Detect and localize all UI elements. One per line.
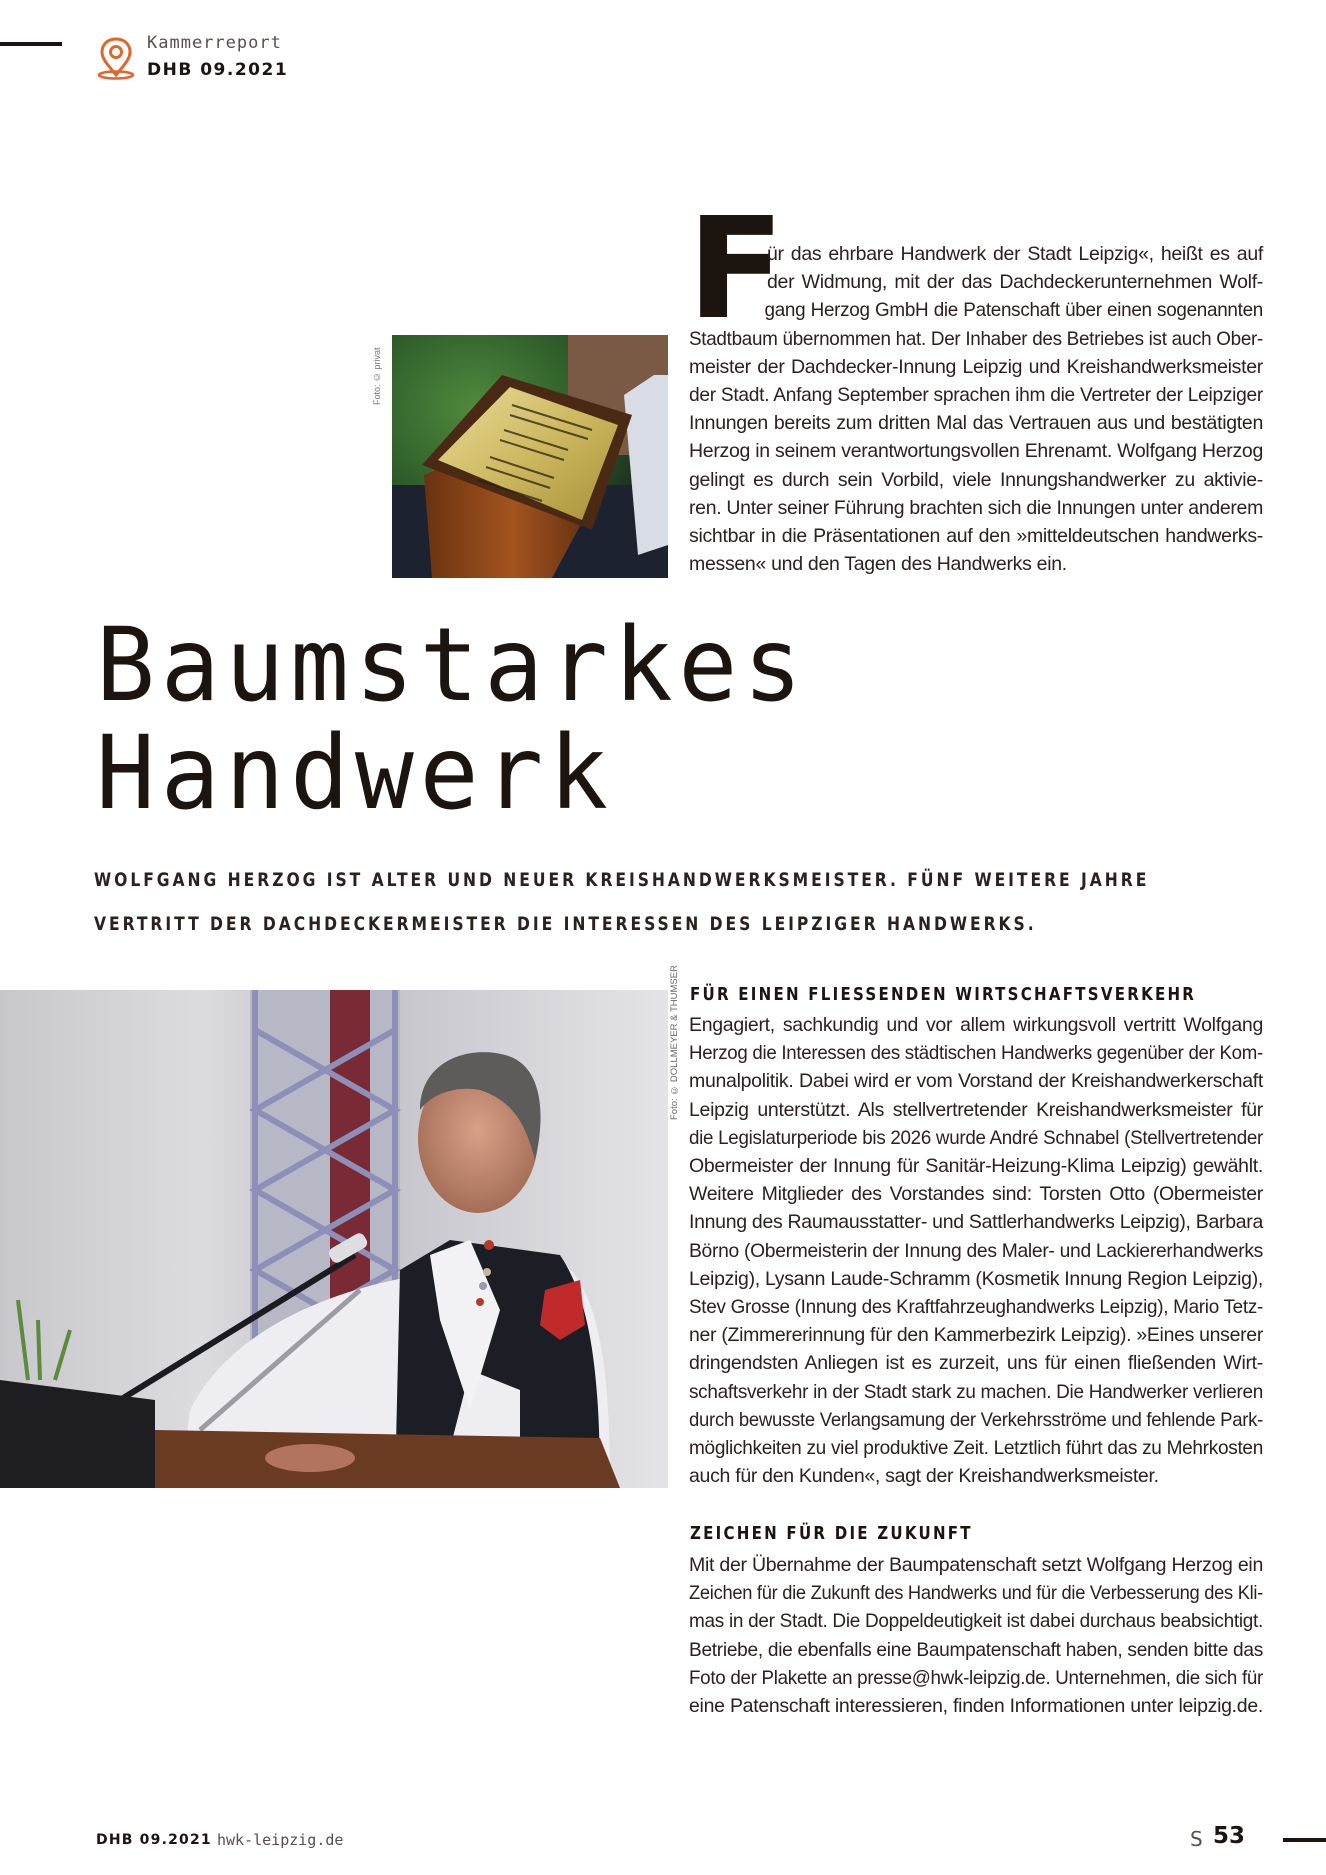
intro-line: ür das ehrbare Handwerk der Stadt Leipzig«, heißt es auf	[767, 243, 1263, 265]
paragraph-line: eine Patenschaft interessieren, finden Informationen unter leipzig.de.	[689, 1695, 1263, 1718]
article-headline	[96, 606, 808, 833]
paragraph-line: ner (Zimmererinnung für den Kammerbezirk Leipzig). »Eines unserer	[689, 1324, 1263, 1347]
intro-line: der Widmung, mit der das Dachdeckerunternehmen Wolf-	[767, 271, 1263, 294]
headline-line-1: Baumstarkes	[96, 606, 808, 725]
paragraph-line: Leipzig), Lysann Laude-Schramm (Kosmetik Innung Region Leipzig),	[689, 1267, 1263, 1290]
deck-line-2: VERTRITT DER DACHDECKERMEISTER DIE INTERESSEN DES LEIPZIGER HANDWERKS.	[94, 913, 1037, 935]
deck-line-1: WOLFGANG HERZOG IST ALTER UND NEUER KREISHANDWERKSMEISTER. FÜNF WEITERE JAHRE	[94, 869, 1150, 891]
paragraph-line: Foto der Plakette an presse@hwk-leipzig.de. Unternehmen, die sich für	[689, 1666, 1263, 1689]
paragraph-line: Stev Grosse (Innung des Kraftfahrzeughandwerks Leipzig), Mario Tetz-	[689, 1296, 1263, 1319]
paragraph-line: munalpolitik. Dabei wird er vom Vorstand der Kreishandwerkerschaft	[689, 1070, 1263, 1093]
article-deck	[94, 858, 1150, 946]
intro-line: der Stadt. Anfang September sprachen ihm die Vertreter der Leipziger	[689, 384, 1263, 407]
plaque-photo	[392, 335, 668, 578]
intro-line: gelingt es durch sein Vorbild, viele Innungshandwerker zu aktivie-	[689, 468, 1263, 491]
header-rule	[0, 42, 62, 46]
section-paragraph	[689, 1551, 1263, 1720]
footer-website-link[interactable]: hwk-leipzig.de	[217, 1831, 344, 1849]
section-paragraph	[689, 1011, 1263, 1490]
paragraph-line: Obermeister der Innung für Sanitär-Heizung-Klima Leipzig) gewählt.	[689, 1155, 1263, 1178]
paragraph-line: Weitere Mitglieder des Vorstandes sind: Torsten Otto (Obermeister	[689, 1183, 1263, 1206]
paragraph-line: Leipzig unterstützt. Als stellvertretender Kreishandwerksmeister für	[689, 1098, 1263, 1121]
intro-paragraph	[689, 240, 1263, 578]
paragraph-line: Börno (Obermeisterin der Innung des Maler- und Lackiererhandwerks	[689, 1239, 1263, 1262]
paragraph-line: durch bewusste Verlangsamung der Verkehrsströme und fehlende Park-	[689, 1408, 1263, 1431]
section-heading: FÜR EINEN FLIESSENDEN WIRTSCHAFTSVERKEHR	[690, 985, 1197, 1005]
footer-issue: DHB 09.2021	[96, 1832, 212, 1848]
paragraph-line: Zeichen für die Zukunft des Handwerks und für die Verbesserung des Kli-	[689, 1582, 1263, 1605]
paragraph-line: Mit der Übernahme der Baumpatenschaft setzt Wolfgang Herzog ein	[689, 1554, 1263, 1576]
photo-credit: Foto: © privat	[372, 347, 382, 405]
intro-line: gang Herzog GmbH die Patenschaft über einen sogenannten	[764, 299, 1263, 322]
intro-line: Innungen bereits zum dritten Mal das Vertrauen aus und bestätigten	[689, 412, 1263, 435]
intro-line: Herzog in seinem verantwortungsvollen Ehrenamt. Wolfgang Herzog	[689, 440, 1263, 463]
issue-label: DHB 09.2021	[147, 60, 289, 80]
paragraph-line: Herzog die Interessen des städtischen Handwerks gegenüber der Kom-	[689, 1042, 1263, 1065]
intro-line: meister der Dachdecker-Innung Leipzig und Kreishandwerksmeister	[689, 355, 1263, 378]
paragraph-line: mas in der Stadt. Die Doppeldeutigkeit ist dabei durchaus beabsichtigt.	[689, 1610, 1263, 1633]
paragraph-line: Engagiert, sachkundig und vor allem wirkungsvoll vertritt Wolfgang	[689, 1014, 1263, 1036]
paragraph-line: Innung des Raumausstatter- und Sattlerhandwerks Leipzig), Barbara	[689, 1211, 1263, 1234]
section-kicker: Kammerreport	[147, 33, 282, 53]
paragraph-line: möglichkeiten zu viel produktive Zeit. Letztlich führt das zu Mehrkosten	[689, 1437, 1263, 1460]
paragraph-line: Betriebe, die ebenfalls eine Baumpatenschaft haben, senden bitte das	[689, 1638, 1263, 1661]
speaker-image	[0, 990, 668, 1488]
section-heading: ZEICHEN FÜR DIE ZUKUNFT	[690, 1524, 973, 1544]
paragraph-line: schaftsverkehr in der Stadt stark zu machen. Die Handwerker verlieren	[689, 1380, 1263, 1403]
speaker-photo	[0, 990, 668, 1488]
intro-line: ren. Unter seiner Führung brachten sich die Innungen unter anderem	[689, 496, 1263, 519]
footer-rule	[1283, 1838, 1326, 1842]
intro-line: messen« und den Tagen des Handwerks ein.	[689, 553, 1067, 576]
intro-line: sichtbar in die Präsentationen auf den »mitteldeutschen handwerks-	[689, 525, 1263, 548]
headline-line-2: Handwerk	[96, 714, 614, 833]
plaque-image	[392, 335, 668, 578]
page-number: 53	[1213, 1823, 1246, 1849]
drop-cap: F	[687, 188, 781, 351]
photo-credit: Foto: © DOLLMEYER & THUMSER	[669, 965, 680, 1120]
page-prefix: S	[1190, 1827, 1203, 1851]
paragraph-line: die Legislaturperiode bis 2026 wurde André Schnabel (Stellvertretender	[689, 1126, 1263, 1149]
paragraph-line: dringendsten Anliegen ist es zurzeit, uns für einen fließenden Wirt-	[689, 1352, 1263, 1375]
paragraph-line: auch für den Kunden«, sagt der Kreishandwerksmeister.	[689, 1465, 1159, 1488]
location-pin-icon	[95, 36, 137, 80]
intro-line: Stadtbaum übernommen hat. Der Inhaber des Betriebes ist auch Ober-	[689, 327, 1263, 350]
